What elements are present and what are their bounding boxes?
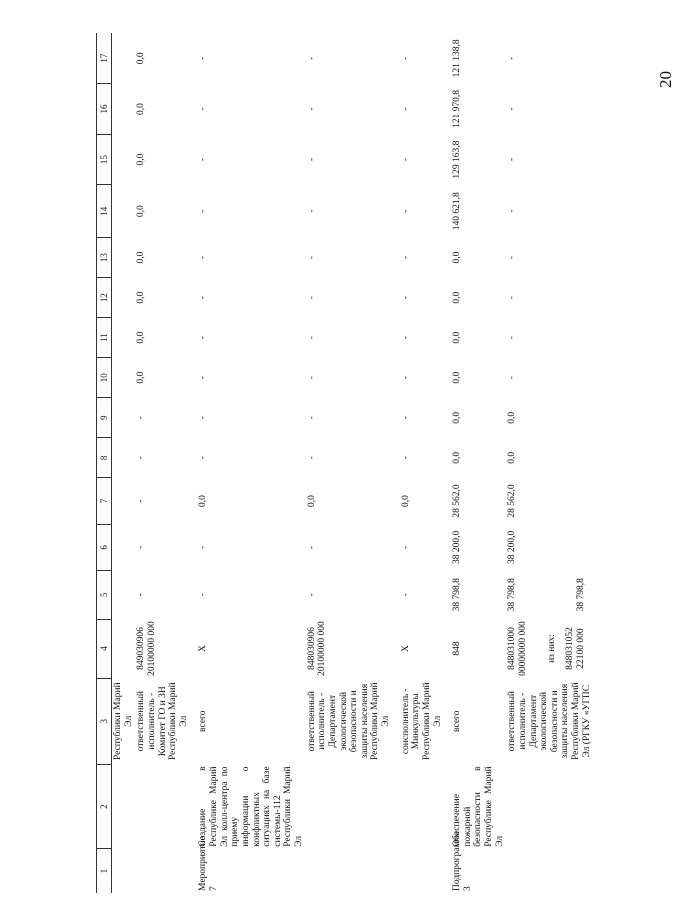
cell-value: 0,0 [452, 251, 463, 264]
cell-value: - [306, 56, 317, 60]
page-number: 20 [656, 71, 675, 88]
cell-value: 0,0 [452, 451, 463, 464]
cell-value: 28 562,0 [507, 484, 518, 518]
cell-value: - [400, 336, 411, 340]
cell-name [135, 764, 190, 848]
cell-value: 0,0 [136, 103, 147, 115]
cell-value: - [136, 416, 147, 420]
col-header-16: 16 [97, 84, 112, 135]
cell-value: - [198, 456, 209, 460]
cell-value [112, 278, 136, 318]
cell-executor: всего [198, 710, 209, 732]
col-header-12: 12 [97, 278, 112, 318]
cell-value: - [400, 107, 411, 111]
cell-code [506, 619, 593, 678]
cell-executor: ответственный исполнитель - Департамент экологической безопасности и защиты населения Республики Марий Эл (РГКУ «УГПС [507, 682, 592, 761]
cell-value: 0,0 [136, 52, 147, 65]
cell-code [112, 619, 136, 678]
cell-value: 0,0 [136, 153, 147, 166]
cell-executor: соисполнитель - Минкультуры Республики Марий Эл [400, 682, 443, 761]
cell-value: 0,0 [136, 251, 147, 264]
col-header-4: 4 [97, 619, 112, 678]
cell-value [112, 358, 136, 398]
cell-code-main: 848031000 00000000 000 [507, 621, 528, 676]
cell-value: - [507, 376, 518, 380]
cell-value: 0,0 [136, 291, 147, 304]
cell-name [393, 764, 445, 848]
budget-table-container [96, 33, 593, 893]
cell-status [112, 849, 136, 893]
cell-value: 121 138,8 [452, 39, 463, 78]
cell-value: 0,0 [452, 371, 463, 384]
cell-value: 121 970,8 [452, 90, 463, 128]
cell-value: - [136, 456, 147, 460]
cell-value: 0,0 [198, 495, 209, 507]
cell-code: X [198, 645, 209, 652]
cell-value: - [507, 107, 518, 111]
cell-value: 0,0 [452, 291, 463, 304]
cell-value: - [507, 209, 518, 213]
cell-value: - [507, 255, 518, 260]
cell-value: - [400, 545, 411, 549]
cell-value: - [400, 376, 411, 380]
cell-value: 0,0 [136, 371, 147, 384]
cell-value: - [507, 56, 518, 60]
cell-value: 38 798,8 [452, 578, 463, 612]
cell-value [112, 398, 136, 438]
cell-value: - [306, 456, 317, 460]
cell-value: - [400, 255, 411, 260]
table-row [112, 33, 136, 893]
cell-value [112, 84, 136, 135]
cell-value: - [198, 157, 209, 162]
col-header-10: 10 [97, 358, 112, 398]
table-row [190, 33, 305, 893]
cell-executor: всего [452, 710, 463, 732]
cell-value: - [507, 296, 518, 300]
cell-value [112, 238, 136, 278]
cell-value: - [198, 296, 209, 300]
cell-value: - [198, 336, 209, 340]
cell-value [112, 571, 136, 619]
cell-value: - [198, 416, 209, 420]
cell-value: - [306, 255, 317, 260]
cell-value: - [400, 416, 411, 420]
cell-value: - [400, 56, 411, 60]
cell-value: 0,0 [452, 411, 463, 424]
table-row [306, 33, 393, 893]
cell-code-subtitle: из них: [546, 634, 557, 663]
table-row [135, 33, 190, 893]
cell-name: Обеспечение пожарной безопасности в Республике Марий Эл [452, 766, 505, 847]
cell-value: - [306, 545, 317, 549]
cell-value: 28 562,0 [452, 484, 463, 518]
cell-value: 0,0 [400, 495, 411, 507]
cell-executor: Республики Марий Эл [113, 682, 134, 761]
cell-value: - [507, 336, 518, 340]
table-row [506, 33, 593, 893]
cell-value: - [507, 157, 518, 162]
cell-value [112, 134, 136, 185]
cell-value: - [198, 255, 209, 260]
cell-value: - [136, 499, 147, 503]
cell-value: - [198, 593, 209, 597]
cell-code: X [400, 645, 411, 652]
table-row [393, 33, 445, 893]
cell-value: - [400, 296, 411, 300]
cell-value: - [136, 545, 147, 549]
cell-value [112, 524, 136, 570]
cell-value: - [198, 209, 209, 213]
cell-code: 848030906 20100000 000 [306, 621, 328, 676]
col-header-11: 11 [97, 318, 112, 358]
cell-value: - [400, 593, 411, 597]
cell-code: 849030906 20100000 000 [136, 621, 157, 676]
cell-name: Создание в Республике Марий Эл колл-центра по приему информации о конфликтных ситуациях на базе системы-112 Республики Марий Эл [198, 766, 305, 847]
cell-value: - [198, 107, 209, 111]
col-header-7: 7 [97, 478, 112, 524]
cell-value: - [306, 416, 317, 420]
cell-value: 0,0 [452, 331, 463, 344]
cell-value: 129 163,8 [452, 140, 463, 179]
cell-value: - [400, 157, 411, 162]
cell-status [393, 849, 445, 893]
cell-value [506, 571, 593, 619]
col-header-2: 2 [97, 764, 112, 848]
cell-value: - [198, 376, 209, 380]
cell-value-sub: 38 798,8 [575, 578, 586, 612]
cell-name [112, 764, 136, 848]
col-header-17: 17 [97, 33, 112, 84]
col-header-14: 14 [97, 185, 112, 238]
cell-value: 38 200,0 [507, 530, 518, 564]
cell-value: 0,0 [136, 205, 147, 218]
cell-value: - [136, 593, 147, 597]
cell-status: Подпрограмма 3 [452, 831, 473, 891]
cell-value: - [400, 456, 411, 460]
table-row [444, 33, 506, 893]
col-header-8: 8 [97, 438, 112, 478]
cell-value: - [306, 593, 317, 597]
col-header-13: 13 [97, 238, 112, 278]
cell-code: 848 [452, 641, 463, 656]
cell-value [112, 478, 136, 524]
col-header-9: 9 [97, 398, 112, 438]
cell-value: 38 200,0 [452, 530, 463, 564]
cell-value [112, 318, 136, 358]
cell-value: - [198, 56, 209, 60]
col-header-6: 6 [97, 524, 112, 570]
cell-name [306, 764, 393, 848]
cell-value: - [306, 376, 317, 380]
cell-value: - [400, 209, 411, 213]
budget-table [96, 33, 593, 893]
cell-status [135, 849, 190, 893]
cell-executor: ответственный исполнитель - Департамент экологической безопасности и защиты населения Республики Марий Эл [306, 682, 392, 761]
cell-value: - [306, 296, 317, 300]
cell-executor: ответственный исполнитель - Комитет ГО и ЗН Республики Марий Эл [136, 682, 189, 761]
cell-value-main: 38 798,8 [507, 578, 518, 612]
col-header-15: 15 [97, 134, 112, 185]
col-header-1: 1 [97, 849, 112, 893]
cell-value [112, 185, 136, 238]
cell-name [506, 764, 593, 848]
cell-value: 140 621,8 [452, 192, 463, 231]
cell-value: 0,0 [136, 331, 147, 344]
cell-code-sub: 848031052 22100 000 [565, 627, 586, 670]
col-header-5: 5 [97, 571, 112, 619]
cell-value [112, 438, 136, 478]
col-header-3: 3 [97, 678, 112, 764]
cell-value: - [198, 545, 209, 549]
cell-value: 0,0 [507, 411, 518, 424]
cell-value: 0,0 [306, 495, 317, 507]
cell-status [506, 849, 593, 893]
cell-value: 0,0 [507, 451, 518, 464]
cell-status [306, 849, 393, 893]
cell-value: - [306, 209, 317, 213]
cell-value: - [306, 336, 317, 340]
cell-value: - [306, 157, 317, 162]
cell-status: Мероприятие 7 [198, 836, 220, 891]
cell-value: - [306, 107, 317, 111]
header-row [97, 33, 112, 893]
cell-value [112, 33, 136, 84]
